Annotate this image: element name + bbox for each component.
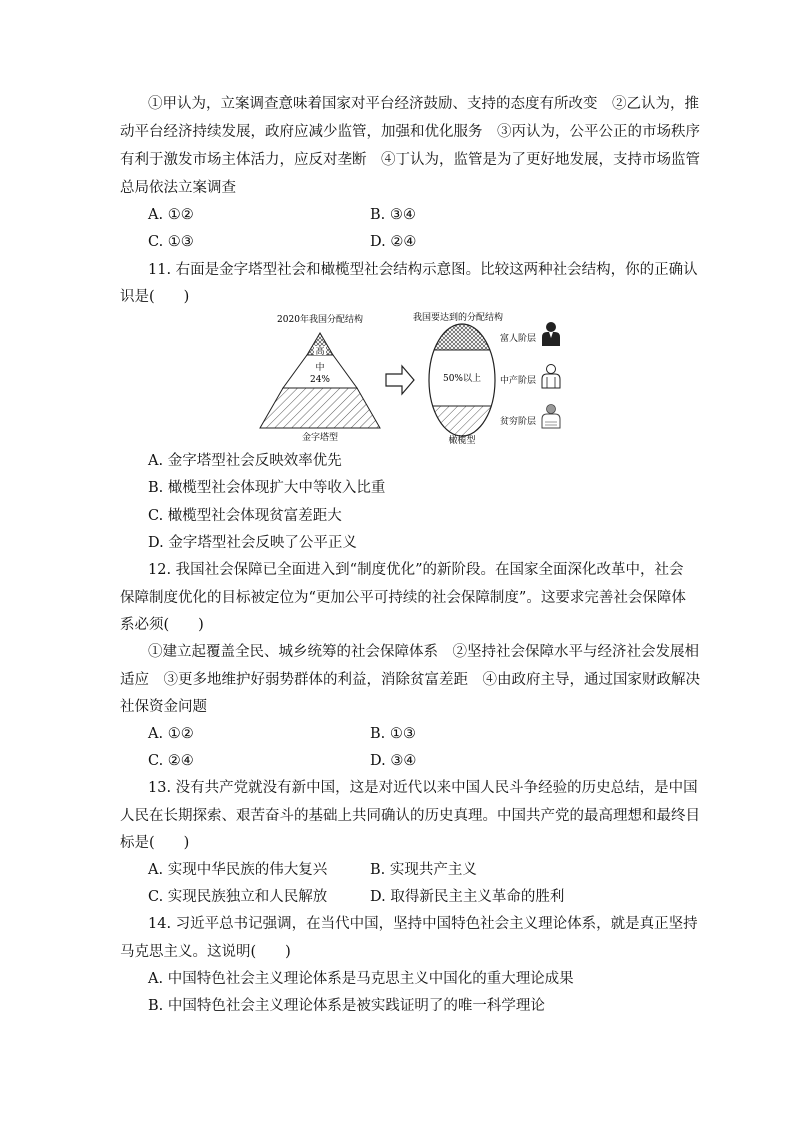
q10-option-b[interactable]: B. ③④ — [370, 207, 416, 223]
poor-person-icon — [542, 405, 560, 429]
q12-option-b[interactable]: B. ①③ — [370, 726, 416, 742]
q13-line-1: 13. 没有共产党就没有新中国，这是对近代以来中国人民斗争经验的历史总结，是中国 — [148, 780, 698, 796]
q10-option-d[interactable]: D. ②④ — [370, 234, 417, 250]
q12-line-3: 系必须( ) — [120, 617, 204, 633]
q13-option-b[interactable]: B. 实现共产主义 — [370, 862, 477, 878]
q14-line-2: 马克思主义。这说明( ) — [120, 944, 291, 960]
q12-option-a[interactable]: A. ①② — [148, 726, 194, 742]
right-arrow-icon — [386, 366, 414, 394]
legend-poor-label: 贫穷阶层 — [500, 417, 537, 427]
q10-option-c[interactable]: C. ①③ — [148, 234, 194, 250]
middle-class-person-icon — [542, 365, 560, 389]
q14-option-b[interactable]: B. 中国特色社会主义理论体系是被实践证明了的唯一科学理论 — [148, 998, 545, 1014]
q11-option-a[interactable]: A. 金字塔型社会反映效率优先 — [148, 453, 342, 469]
distribution-structure-diagram — [250, 308, 580, 448]
pyramid-middle-label: 中 — [315, 363, 325, 373]
q12-line-1: 12. 我国社会保障已全面进入到“制度优化”的新阶段。在国家全面深化改革中，社会 — [148, 562, 684, 578]
pyramid-caption: 金字塔型 — [301, 433, 339, 443]
q13-line-2: 人民在长期探索、艰苦奋斗的基础上共同确认的历史真理。中国共产党的最高理想和最终目 — [120, 808, 700, 824]
rich-person-icon — [542, 322, 560, 346]
legend-middle-label: 中产阶层 — [500, 376, 537, 386]
q12-option-d[interactable]: D. ③④ — [370, 753, 417, 769]
q12-line-2: 保障制度优化的目标被定位为“更加公平可持续的社会保障制度”。这要求完善社会保障体 — [120, 590, 686, 606]
q14-line-1: 14. 习近平总书记强调，在当代中国，坚持中国特色社会主义理论体系，就是真正坚持 — [148, 916, 698, 932]
olive-poor-section — [420, 406, 510, 438]
pyramid-middle-percent: 24% — [309, 375, 331, 385]
q11-option-d[interactable]: D. 金字塔型社会反映了公平正义 — [148, 535, 357, 551]
q11-option-b[interactable]: B. 橄榄型社会体现扩大中等收入比重 — [148, 480, 386, 496]
olive-rich-section — [420, 322, 510, 350]
pyramid-low-section — [260, 388, 380, 428]
q10-line-1: ①甲认为，立案调查意味着国家对平台经济鼓励、支持的态度有所改变 ②乙认为，推 — [148, 96, 699, 112]
q12-line-5: 适应 ③更多地维护好弱势群体的利益，消除贫富差距 ④由政府主导，通过国家财政解决 — [120, 672, 700, 688]
q12-line-4: ①建立起覆盖全民、城乡统筹的社会保障体系 ②坚持社会保障水平与经济社会发展相 — [148, 644, 699, 660]
legend-rich-label: 富人阶层 — [500, 334, 537, 344]
q11-line-1: 11. 右面是金字塔型社会和橄榄型社会结构示意图。比较这两种社会结构，你的正确认 — [148, 262, 698, 278]
q13-option-a[interactable]: A. 实现中华民族的伟大复兴 — [148, 862, 328, 878]
pyramid-high-label: 高 — [315, 347, 325, 357]
q10-line-2: 动平台经济持续发展，政府应减少监管，加强和优化服务 ③丙认为，公平公正的市场秩序 — [120, 124, 700, 140]
olive-caption: 橄榄型 — [448, 436, 476, 446]
q13-option-d[interactable]: D. 取得新民主主义革命的胜利 — [370, 889, 565, 905]
q13-line-3: 标是( ) — [120, 835, 190, 851]
olive-middle-label: 50%以上 — [442, 374, 482, 384]
q12-option-c[interactable]: C. ②④ — [148, 753, 194, 769]
q10-line-3: 有利于激发市场主体活力，应反对垄断 ④丁认为，监管是为了更好地发展，支持市场监管 — [120, 152, 700, 168]
q11-line-2: 识是( ) — [120, 289, 190, 305]
q11-option-c[interactable]: C. 橄榄型社会体现贫富差距大 — [148, 508, 342, 524]
q12-line-6: 社保资金问题 — [120, 699, 207, 715]
q10-option-a[interactable]: A. ①② — [148, 207, 194, 223]
q13-option-c[interactable]: C. 实现民族独立和人民解放 — [148, 889, 328, 905]
pyramid-title: 2020年我国分配结构 — [277, 315, 363, 325]
q14-option-a[interactable]: A. 中国特色社会主义理论体系是马克思主义中国化的重大理论成果 — [148, 971, 574, 987]
olive-title: 我国要达到的分配结构 — [412, 313, 504, 323]
q10-line-4: 总局依法立案调查 — [120, 180, 236, 196]
